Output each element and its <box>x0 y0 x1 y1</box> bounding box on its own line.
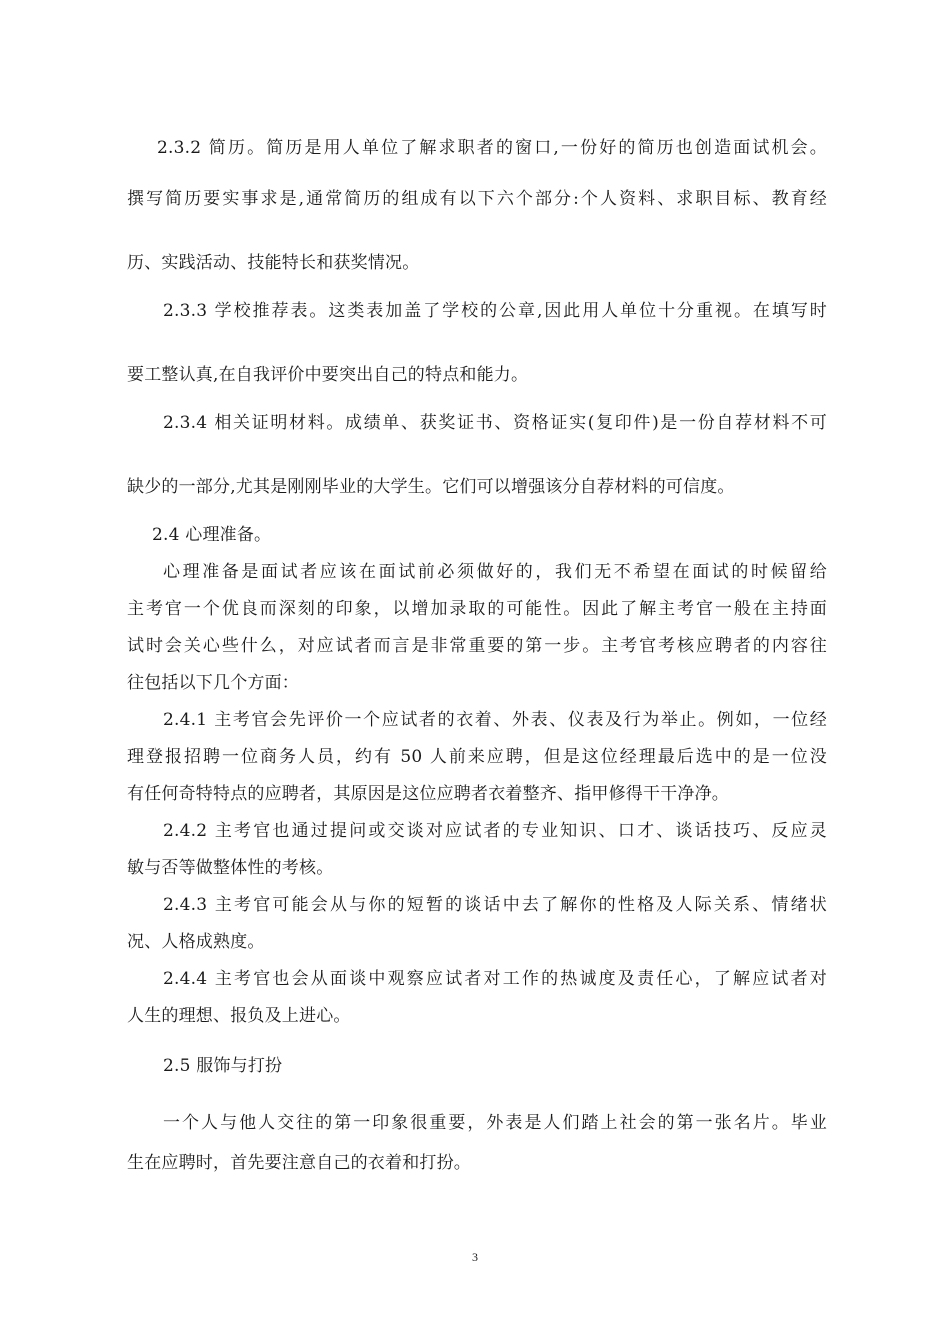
paragraph-2-4-3-line-2: 况、人格成熟度。 <box>127 932 265 952</box>
paragraph-2-4-line-1: 心理准备是面试者应该在面试前必须做好的，我们无不希望在面试的时候留给 <box>163 562 827 582</box>
paragraph-2-4-line-4: 往包括以下几个方面： <box>127 673 299 693</box>
paragraph-2-3-3-line-1: 2.3.3 学校推荐表。这类表加盖了学校的公章,因此用人单位十分重视。在填写时 <box>163 301 827 321</box>
paragraph-2-4-line-3: 试时会关心些什么，对应试者而言是非常重要的第一步。主考官考核应聘者的内容往 <box>127 636 827 656</box>
page-number: 3 <box>472 1250 478 1264</box>
paragraph-2-3-2-line-2: 撰写简历要实事求是,通常简历的组成有以下六个部分:个人资料、求职目标、教育经 <box>127 189 827 209</box>
section-2-5-heading: 2.5 服饰与打扮 <box>163 1056 283 1076</box>
paragraph-2-4-4-line-2: 人生的理想、报负及上进心。 <box>127 1006 351 1026</box>
paragraph-2-3-3-line-2: 要工整认真,在自我评价中要突出自己的特点和能力。 <box>127 365 529 385</box>
paragraph-2-4-1-line-1: 2.4.1 主考官会先评价一个应试者的衣着、外表、仪表及行为举止。例如，一位经 <box>163 710 827 730</box>
paragraph-2-4-2-line-1: 2.4.2 主考官也通过提问或交谈对应试者的专业知识、口才、谈话技巧、反应灵 <box>163 821 827 841</box>
paragraph-2-3-4-line-2: 缺少的一部分,尤其是刚刚毕业的大学生。它们可以增强该分自荐材料的可信度。 <box>127 477 735 497</box>
paragraph-2-4-3-line-1: 2.4.3 主考官可能会从与你的短暂的谈话中去了解你的性格及人际关系、情绪状 <box>163 895 827 915</box>
section-2-4-heading: 2.4 心理准备。 <box>152 525 272 545</box>
paragraph-2-5-line-1: 一个人与他人交往的第一印象很重要，外表是人们踏上社会的第一张名片。毕业 <box>163 1113 827 1133</box>
paragraph-2-3-4-line-1: 2.3.4 相关证明材料。成绩单、获奖证书、资格证实(复印件)是一份自荐材料不可 <box>163 413 827 433</box>
paragraph-2-3-2-line-1: 2.3.2 简历。简历是用人单位了解求职者的窗口,一份好的简历也创造面试机会。 <box>157 138 827 158</box>
paragraph-2-4-line-2: 主考官一个优良而深刻的印象，以增加录取的可能性。因此了解主考官一般在主持面 <box>127 599 827 619</box>
paragraph-2-4-2-line-2: 敏与否等做整体性的考核。 <box>127 858 334 878</box>
paragraph-2-5-line-2: 生在应聘时，首先要注意自己的衣着和打扮。 <box>127 1153 471 1173</box>
paragraph-2-3-2-line-3: 历、实践活动、技能特长和获奖情况。 <box>127 253 420 273</box>
paragraph-2-4-1-line-3: 有任何奇特特点的应聘者，其原因是这位应聘者衣着整齐、指甲修得干干净净。 <box>127 784 729 804</box>
paragraph-2-4-1-line-2: 理登报招聘一位商务人员，约有 50 人前来应聘，但是这位经理最后选中的是一位没 <box>127 747 827 767</box>
paragraph-2-4-4-line-1: 2.4.4 主考官也会从面谈中观察应试者对工作的热诚度及责任心，了解应试者对 <box>163 969 827 989</box>
